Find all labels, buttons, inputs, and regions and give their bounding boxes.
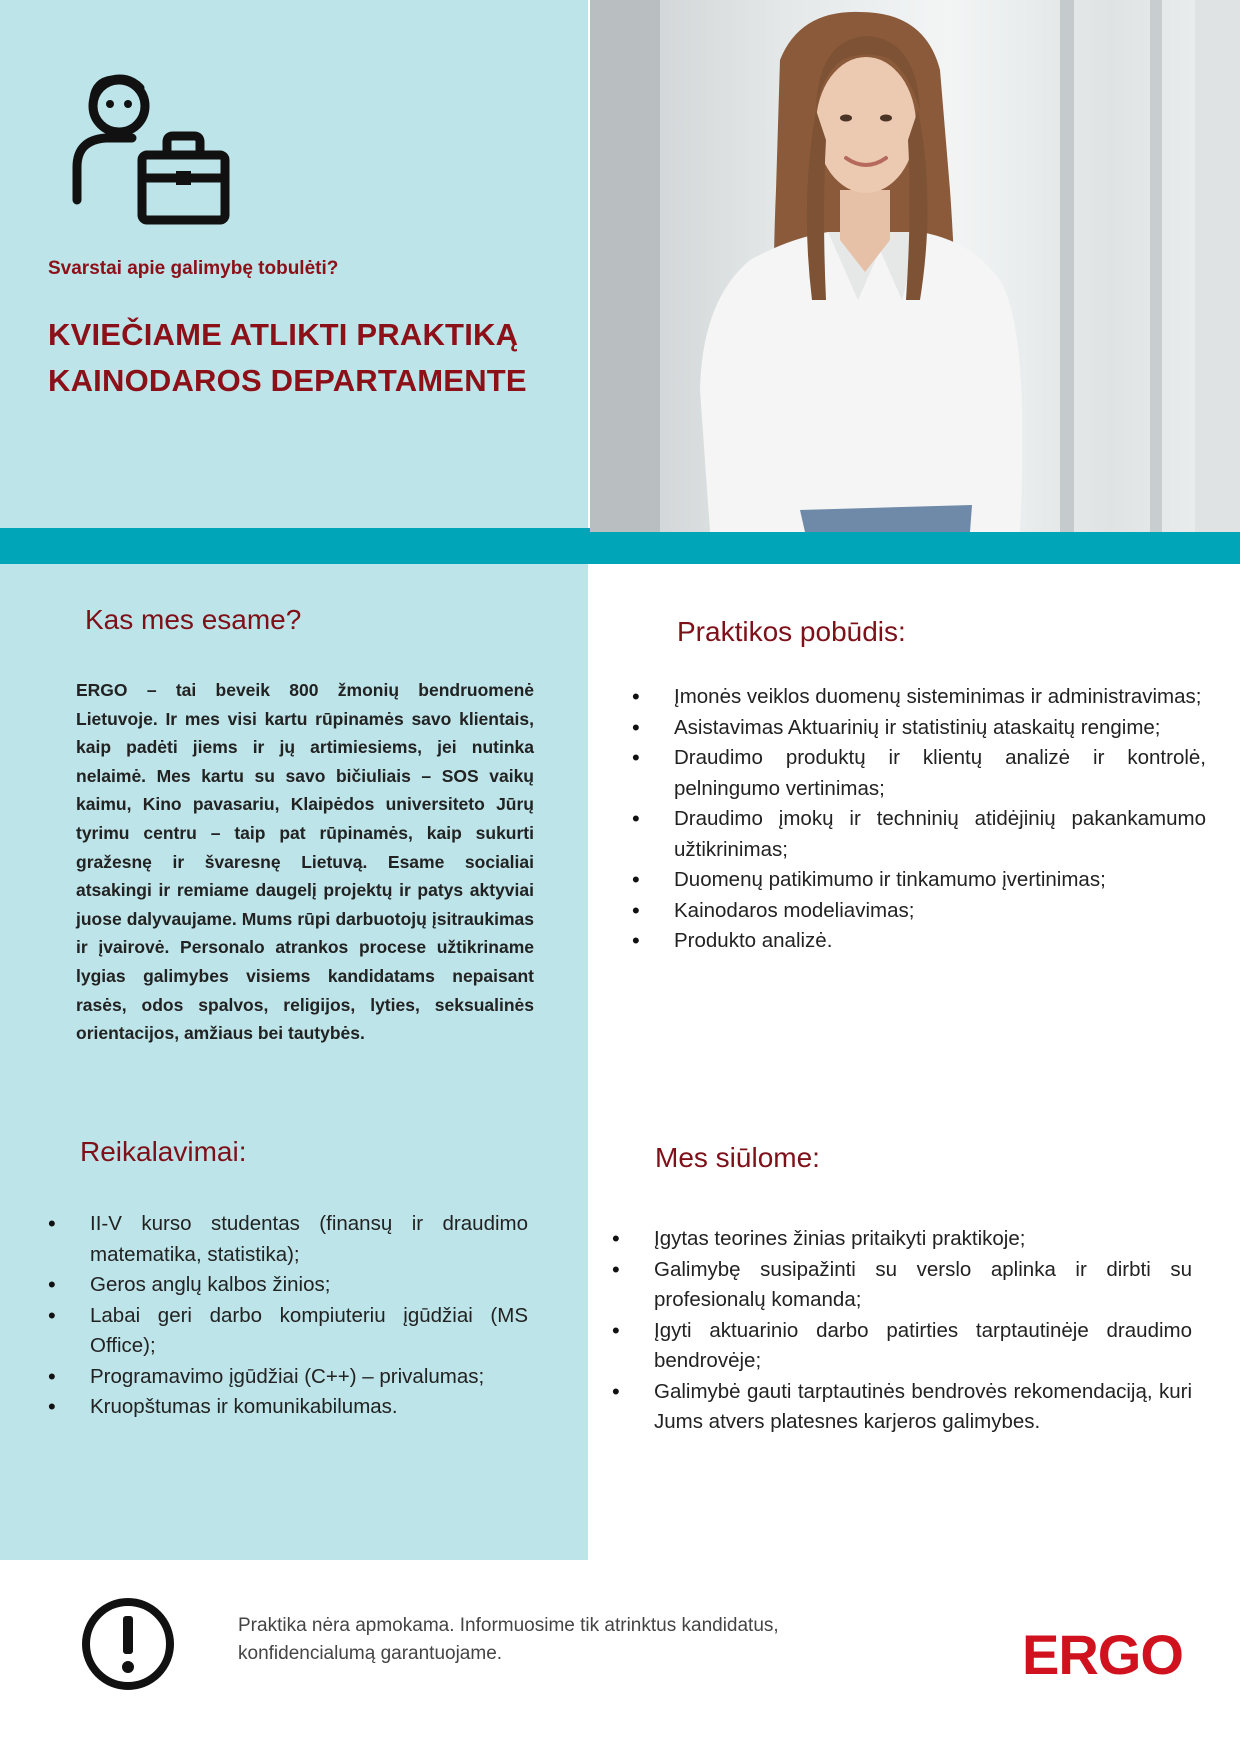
offer-list bbox=[610, 1224, 1192, 1438]
list-item: • Draudimo produktų ir klientų analizė ir kontrolė, pelningumo vertinimas; bbox=[630, 743, 1206, 804]
hero-photo bbox=[590, 0, 1240, 532]
requirements-list bbox=[46, 1209, 528, 1423]
hero-photo-illustration bbox=[590, 0, 1240, 532]
list-item: • Kainodaros modeliavimas; bbox=[630, 896, 1206, 927]
list-item: • II-V kurso studentas (finansų ir draudimo matematika, statistika); bbox=[46, 1209, 528, 1270]
list-item: • Geros anglų kalbos žinios; bbox=[46, 1270, 528, 1301]
list-item: • Asistavimas Aktuarinių ir statistinių ataskaitų rengime; bbox=[630, 713, 1206, 744]
list-item: • Produkto analizė. bbox=[630, 926, 1206, 957]
ergo-logo: ERGO bbox=[1022, 1623, 1183, 1686]
list-item: • Labai geri darbo kompiuteriu įgūdžiai (MS Office); bbox=[46, 1301, 528, 1362]
about-text: ERGO – tai beveik 800 žmonių bendruomenė Lietuvoje. Ir mes visi kartu rūpinamės savo klientais, kaip padėti jiems ir jų artimiesiems, jei nutinka nelaimė. Mes kartu su savo bičiuliais – SOS vaikų kaimu, Kino pavasariu, Klaipėdos universiteto Jūrų tyrimu centru – taip pat rūpinamės, kaip sukurti gražesnę ir švaresnę Lietuvą. Esame socialiai atsakingi ir remiame daugelį projektų ir patys aktyviai juose dalyvaujame. Mums rūpi darbuotojų įsitraukimas ir įvairovė. Personalo atrankos procese užtikriname lygias galimybes visiems kandidatams nepaisant rasės, odos spalvos, religijos, lyties, seksualinės orientacijos, amžiaus bei tautybės. bbox=[76, 680, 534, 1044]
nature-list bbox=[630, 682, 1206, 957]
page-title-line: KVIEČIAME ATLIKTI PRAKTIKĄ bbox=[48, 317, 519, 352]
requirements-title: Reikalavimai: bbox=[80, 1136, 247, 1167]
kicker: Svarstai apie galimybę tobulėti? bbox=[48, 258, 339, 279]
about-title: Kas mes esame? bbox=[85, 604, 302, 635]
exclamation-icon bbox=[80, 1596, 176, 1692]
list-item: • Įgytas teorines žinias pritaikyti praktikoje; bbox=[610, 1224, 1192, 1255]
list-item: • Draudimo įmokų ir techninių atidėjinių pakankamumo užtikrinimas; bbox=[630, 804, 1206, 865]
footer-note: Praktika nėra apmokama. Informuosime tik atrinktus kandidatus, konfidencialumą garantuojame. bbox=[238, 1615, 779, 1664]
list-item: • Įmonės veiklos duomenų sisteminimas ir administravimas; bbox=[630, 682, 1206, 713]
list-item: • Galimybė gauti tarptautinės bendrovės rekomendaciją, kuri Jums atvers platesnes karjeros galimybes. bbox=[610, 1377, 1192, 1438]
nature-title: Praktikos pobūdis: bbox=[677, 616, 906, 647]
offer-title: Mes siūlome: bbox=[655, 1142, 820, 1173]
page-title bbox=[48, 312, 527, 404]
list-item: • Programavimo įgūdžiai (C++) – privalumas; bbox=[46, 1362, 528, 1393]
page-title-line: KAINODAROS DEPARTAMENTE bbox=[48, 363, 527, 398]
list-item: • Įgyti aktuarinio darbo patirties tarptautinėje draudimo bendrovėje; bbox=[610, 1316, 1192, 1377]
list-item: • Duomenų patikimumo ir tinkamumo įvertinimas; bbox=[630, 865, 1206, 896]
person-briefcase-icon bbox=[72, 70, 232, 230]
list-item: • Galimybę susipažinti su verslo aplinka ir dirbti su profesionalų komanda; bbox=[610, 1255, 1192, 1316]
accent-stripe bbox=[0, 528, 1240, 564]
list-item: • Kruopštumas ir komunikabilumas. bbox=[46, 1392, 528, 1423]
